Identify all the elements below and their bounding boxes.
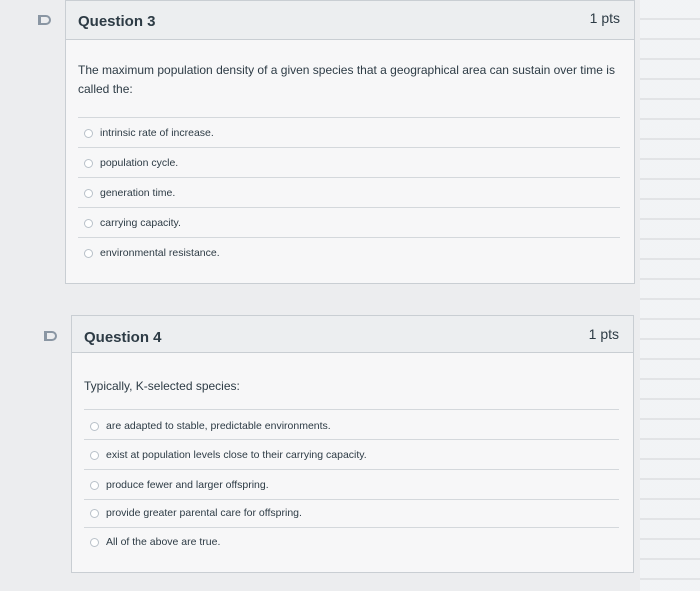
radio-icon[interactable] (84, 189, 93, 198)
answer-label: provide greater parental care for offspring. (106, 507, 302, 519)
radio-icon[interactable] (90, 509, 99, 518)
radio-icon[interactable] (84, 219, 93, 228)
question-4-prompt: Typically, K-selected species: (84, 379, 240, 393)
divider (78, 177, 620, 178)
divider (78, 237, 620, 238)
answer-label: produce fewer and larger offspring. (106, 479, 269, 491)
question-4-header (72, 316, 633, 353)
answer-option[interactable] (84, 187, 175, 199)
answer-option[interactable] (84, 217, 181, 229)
question-3-points: 1 pts (589, 10, 620, 26)
answer-label: All of the above are true. (106, 536, 221, 548)
answer-option[interactable] (90, 449, 367, 461)
answer-label: generation time. (100, 187, 176, 199)
divider (84, 499, 619, 500)
question-3-header (66, 1, 634, 40)
radio-icon[interactable] (90, 538, 99, 547)
divider (84, 409, 619, 410)
radio-icon[interactable] (90, 451, 99, 460)
answer-option[interactable] (84, 157, 178, 169)
question-4-title: Question 4 (84, 329, 162, 346)
question-3-card (65, 0, 635, 284)
radio-icon[interactable] (84, 249, 93, 258)
divider (84, 469, 619, 470)
question-3-title: Question 3 (78, 13, 156, 30)
answer-label: intrinsic rate of increase. (100, 127, 214, 139)
radio-icon[interactable] (90, 481, 99, 490)
radio-icon[interactable] (84, 159, 93, 168)
answer-option[interactable] (84, 247, 220, 259)
answer-label: population cycle. (100, 157, 179, 169)
divider (78, 207, 620, 208)
radio-icon[interactable] (84, 129, 93, 138)
background-stripes (640, 0, 700, 591)
answer-label: environmental resistance. (100, 247, 220, 259)
divider (84, 527, 619, 528)
radio-icon[interactable] (90, 422, 99, 431)
question-4-points: 1 pts (588, 326, 619, 342)
divider (78, 117, 620, 118)
answer-option[interactable] (90, 507, 302, 519)
answer-option[interactable] (90, 479, 269, 491)
answer-option[interactable] (84, 127, 214, 139)
question-3-prompt: The maximum population density of a given species that a geographical area can sustain over time is called the: (78, 63, 615, 96)
answer-label: are adapted to stable, predictable environments. (106, 420, 331, 432)
flag-question-4-icon[interactable] (44, 331, 57, 341)
answer-option[interactable] (90, 420, 331, 432)
question-4-card (71, 315, 634, 573)
answer-label: exist at population levels close to their carrying capacity. (106, 449, 367, 461)
answer-option[interactable] (90, 536, 220, 548)
divider (78, 147, 620, 148)
divider (84, 439, 619, 440)
flag-question-3-icon[interactable] (38, 15, 51, 25)
answer-label: carrying capacity. (100, 217, 181, 229)
